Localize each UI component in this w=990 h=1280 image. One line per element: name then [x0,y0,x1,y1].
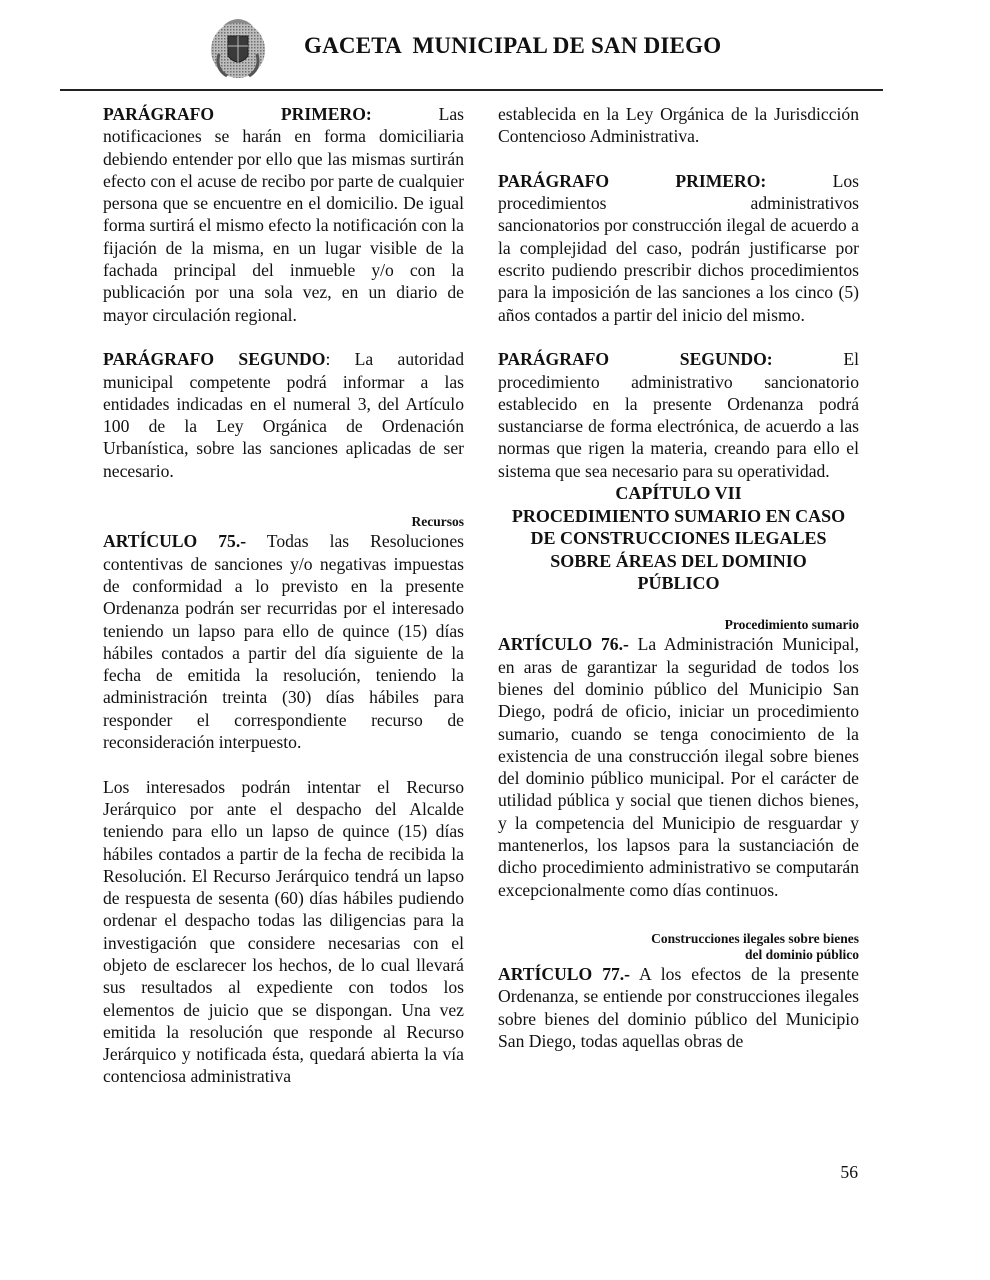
left-column [103,103,464,1088]
right-paragrafo-primero [498,170,859,326]
article-body: La Administración Municipal, en aras de garantizar la seguridad de todos los bienes del dominio público del Municipio San Diego, podrá de oficio, iniciar un procedimiento sumario, cuando se tenga conocimiento de la existencia de una construcción ilegal sobre bienes del dominio público municipal. Por el carácter de utilidad pública y social que tienen dichos bienes, y la competencia del Municipio de resguardar y mantenerlos, los lapsos para la sustanciación de dicho procedimiento administrativo se computarán excepcionalmente como días continuos. [498,634,859,900]
coat-of-arms-icon [209,14,267,80]
gazette-title: GACETA MUNICIPAL DE SAN DIEGO [304,33,722,58]
article-body: A los efectos de la presente Ordenanza, se entiende por construcciones ilegales sobre bienes del dominio público del Municipio San Diego, todas aquellas obras de [498,964,859,1052]
article-heading: ARTÍCULO 77.- [498,964,631,985]
article-75-paragraph-2: Los interesados podrán intentar el Recurso Jerárquico por ante el despacho del Alcalde teniendo para ello un lapso de quince (15) días hábiles contados a partir de la fecha de recibida la Resolución. El Recurso Jerárquico tendrá un lapso de respuesta de sesenta (60) días hábiles pudiendo ordenar el despacho todas las diligencias para la investigación que considere necesarias con el objeto de esclarecer los hechos, de lo cual llevará sus resultados al expediente con todos los elementos de juicio que se dispongan. Una vez emitida la resolución que responde al Recurso Jerárquico y notificada ésta, quedará abierta la vía contenciosa administrativa [103,776,464,1087]
text: El [843,349,859,370]
text: administrativos [750,193,859,214]
chapter-title-line: PÚBLICO [637,573,720,594]
chapter-title-line: PROCEDIMIENTO SUMARIO EN CASO [511,505,846,526]
article-heading: ARTÍCULO 76.- [498,634,629,655]
header-divider [60,89,883,91]
chapter-number: CAPÍTULO VII [615,483,742,504]
heading-word: PRIMERO: [280,104,372,124]
paragraph-heading-line [498,348,859,370]
side-heading-construcciones-line1: Construcciones ilegales sobre bienes [651,931,859,947]
chapter-title-line: SOBRE ÁREAS DEL DOMINIO [550,550,807,571]
paragraph-body: procedimiento administrativo sancionatorio establecido en la presente Ordenanza podrá sustanciarse de forma electrónica, de acuerdo a las normas que rigen la materia, creando para ello el sistema que sea necesario para su operatividad. [498,371,859,481]
heading-word: PARÁGRAFO [498,170,610,191]
left-paragrafo-primero [103,103,464,326]
page-number: 56 [840,1162,858,1182]
page-header [0,0,990,92]
chapter-heading [498,482,859,595]
side-heading-procedimiento-sumario: Procedimiento sumario [724,617,859,633]
article-77 [498,963,859,1052]
paragraph-heading-line [103,103,464,125]
heading-word: PARÁGRAFO [103,104,215,124]
text: Las [438,104,464,124]
continuation-text: establecida en la Ley Orgánica de la Jurisdicción Contencioso Administrativa. [498,104,859,147]
paragraph-body: sancionatorios por construcción ilegal de acuerdo a la complejidad del caso, podrán justificarse por escrito pudiendo prescribir dichos procedimientos para la imposición de las sanciones a los cinco (5) años contados a partir del inicio del mismo. [498,215,859,325]
article-heading: ARTÍCULO 75.- [103,531,247,552]
right-paragrafo-segundo [498,348,859,482]
chapter-title-line: DE CONSTRUCCIONES ILEGALES [530,528,827,549]
paragraph-heading: PARÁGRAFO SEGUNDO [103,349,326,370]
right-column [498,103,859,1052]
heading-word: PRIMERO: [675,170,767,191]
side-heading-recursos: Recursos [411,514,464,530]
article-75 [103,530,464,753]
heading-word: PARÁGRAFO [498,349,610,370]
left-paragrafo-segundo [103,348,464,482]
paragraph-body: notificaciones se harán en forma domiciliaria debiendo entender por ello que las mismas surtirán efecto con el acuse de recibo por parte de cualquier persona que se encuentre en el domicilio. De igual forma surtirá el mismo efecto la notificación con la fijación de la misma, en un lugar visible de la fachada principal del inmueble y/o con la publicación por una sola vez, en un diario de mayor circulación regional. [103,126,464,325]
article-76 [498,633,859,901]
paragraph-body: : La autoridad municipal competente podrá informar a las entidades indicadas en el numeral 3, del Artículo 100 de la Ley Orgánica de Ordenación Urbanística, sobre las sanciones aplicadas de ser necesario. [103,349,464,481]
heading-word: SEGUNDO: [679,349,773,370]
paragraph-line [498,192,859,214]
side-heading-construcciones-line2: del dominio público [744,947,859,963]
text: procedimientos [498,193,607,214]
text: Los [832,170,859,191]
paragraph-heading-line [498,170,859,192]
article-body: Todas las Resoluciones contentivas de sanciones y/o negativas impuestas de conformidad a lo previsto en la presente Ordenanza podrán ser recurridas por el interesado teniendo un lapso para ello de quince (15) días hábiles contados a partir del día siguiente de la fecha de emitida la resolución, teniendo la administración treinta (30) días hábiles para responder el correspondiente recurso de reconsideración interpuesto. [103,531,464,753]
